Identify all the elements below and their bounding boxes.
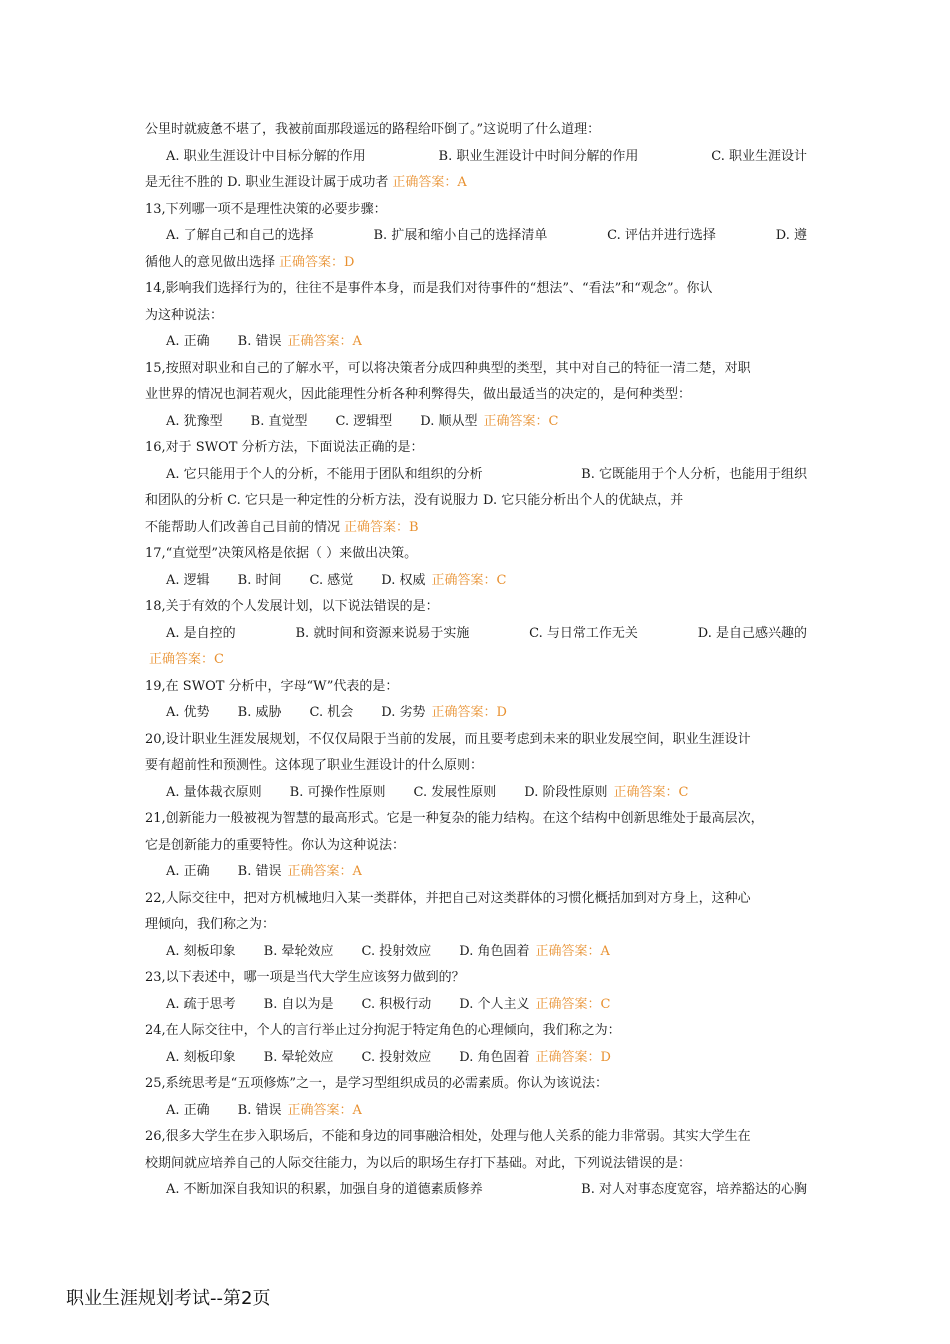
answer-option: C. 机会 — [309, 705, 354, 720]
question-text: 理倾向，我们称之为： — [145, 917, 276, 932]
question-line — [145, 1124, 807, 1151]
question-line — [145, 197, 807, 224]
options-line — [145, 1098, 807, 1125]
options-line — [145, 859, 807, 886]
options-line — [145, 462, 807, 489]
question-text: 为这种说法： — [145, 307, 224, 323]
answer-option: A. 优势 — [166, 705, 210, 720]
answer-option: B. 晕轮效应 — [263, 943, 334, 959]
answer-option: D. 角色固着 — [459, 1049, 530, 1065]
answer-option: A. 刻板印象 — [166, 1049, 236, 1065]
answer-option: D. 劣势 — [381, 705, 426, 720]
options-line — [145, 1177, 807, 1204]
answer-option: B. 错误 — [237, 864, 282, 879]
answer-option: B. 它既能用于个人分析，也能用于组织 — [581, 466, 807, 482]
question-text: 22,人际交往中，把对方机械地归入某一类群体，并把自己对这类群体的习惯化概括加到对方身上，这种心 — [145, 890, 751, 906]
answer-option: B. 直觉型 — [250, 413, 308, 429]
question-text: 20,设计职业生涯发展规划，不仅仅局限于当前的发展，而且要考虑到未来的职业发展空间，职业生涯设计 — [145, 731, 751, 747]
options-line — [145, 992, 807, 1019]
answer-option: C. 发展性原则 — [413, 784, 497, 800]
question-text: 26,很多大学生在步入职场后，不能和身边的同事融洽相处，处理与他人关系的能力非常弱。其实大学生在 — [145, 1129, 751, 1144]
question-line — [145, 356, 807, 383]
answer-option: A. 疏于思考 — [166, 996, 236, 1012]
answer-option: C. 职业生涯设计 — [711, 148, 807, 164]
answer-option: A. 它只能用于个人的分析，不能用于团队和组织的分析 — [166, 466, 483, 482]
options-line — [145, 144, 807, 171]
correct-answer: 正确答案：D — [431, 705, 507, 720]
answer-option: B. 自以为是 — [263, 996, 334, 1012]
question-line — [145, 170, 807, 197]
answer-option: B. 错误 — [237, 1102, 282, 1118]
question-line — [145, 515, 807, 542]
question-text: 14,影响我们选择行为的，往往不是事件本身，而是我们对待事件的“想法”、“看法”和“观念”。你认 — [145, 281, 713, 296]
options-line — [145, 700, 807, 727]
correct-answer: 正确答案：C — [613, 784, 689, 800]
answer-option: A. 逻辑 — [166, 572, 210, 588]
answer-option: B. 错误 — [237, 334, 282, 349]
question-line — [145, 435, 807, 462]
correct-answer: 正确答案：B — [344, 519, 419, 535]
answer-option: D. 阶段性原则 — [524, 784, 608, 800]
correct-answer: 正确答案：C — [483, 413, 559, 429]
answer-option: C. 积极行动 — [361, 996, 432, 1012]
answer-option: D. 遵 — [775, 228, 807, 243]
correct-answer: 正确答案：C — [149, 652, 224, 667]
answer-option: B. 晕轮效应 — [263, 1049, 334, 1065]
correct-answer: 正确答案：C — [431, 572, 507, 588]
question-text: 24,在人际交往中，个人的言行举止过分拘泥于特定角色的心理倾向，我们称之为： — [145, 1023, 621, 1038]
answer-option: A. 犹豫型 — [166, 413, 223, 429]
question-text: 18,关于有效的个人发展计划，以下说法错误的是： — [145, 599, 439, 614]
answer-option: C. 投射效应 — [361, 1049, 432, 1065]
question-line — [145, 965, 807, 992]
question-line — [145, 488, 807, 515]
question-text: 不能帮助人们改善自己目前的情况 — [145, 519, 341, 535]
question-text: 业世界的情况也洞若观火，因此能理性分析各种利弊得失，做出最适当的决定的，是何种类型： — [145, 387, 692, 402]
question-line — [145, 674, 807, 701]
question-line — [145, 886, 807, 913]
question-text: 循他人的意见做出选择 — [145, 254, 276, 270]
answer-option: D. 是自己感兴趣的 — [697, 625, 807, 641]
question-text: 19,在 SWOT 分析中，字母“W”代表的是： — [145, 678, 399, 694]
question-text: 要有超前性和预测性。这体现了职业生涯设计的什么原则： — [145, 758, 484, 773]
answer-option: C. 感觉 — [309, 572, 354, 588]
answer-option: B. 扩展和缩小自己的选择清单 — [373, 228, 548, 243]
answer-option: A. 刻板印象 — [166, 943, 236, 959]
correct-answer: 正确答案：C — [535, 996, 611, 1012]
options-line — [145, 329, 807, 356]
options-line — [145, 1045, 807, 1072]
answer-option: B. 威胁 — [237, 705, 282, 720]
answer-option: C. 逻辑型 — [335, 413, 393, 429]
question-text: 15,按照对职业和自己的了解水平，可以将决策者分成四种典型的类型，其中对自己的特征一清二楚，对职 — [145, 360, 751, 376]
question-line — [145, 382, 807, 409]
question-line — [145, 727, 807, 754]
answer-option: B. 可操作性原则 — [289, 784, 386, 800]
answer-option: B. 就时间和资源来说易于实施 — [295, 625, 470, 641]
correct-answer: 正确答案：D — [535, 1049, 611, 1065]
answer-option: B. 对人对事态度宽容，培养豁达的心胸 — [581, 1182, 807, 1197]
question-text: 是无往不胜的 D. 职业生涯设计属于成功者 — [145, 175, 389, 190]
question-text: 17,“直觉型”决策风格是依据（ ）来做出决策。 — [145, 546, 418, 561]
question-line — [145, 912, 807, 939]
question-line — [145, 833, 807, 860]
question-text: 16,对于 SWOT 分析方法，下面说法正确的是： — [145, 440, 424, 455]
correct-answer: 正确答案：A — [535, 943, 610, 959]
correct-answer: 正确答案：A — [287, 334, 362, 349]
answer-option: A. 不断加深自我知识的积累，加强自身的道德素质修养 — [166, 1182, 483, 1197]
question-text: 它是创新能力的重要特性。你认为这种说法： — [145, 837, 406, 853]
question-text: 和团队的分析 C. 它只是一种定性的分析方法，没有说服力 D. 它只能分析出个人的优缺点，并 — [145, 493, 684, 508]
question-text: 21,创新能力一般被视为智慧的最高形式。它是一种复杂的能力结构。在这个结构中创新思维处于最高层次， — [145, 811, 764, 826]
question-line — [145, 753, 807, 780]
options-line — [145, 621, 807, 648]
answer-option: A. 了解自己和自己的选择 — [166, 228, 314, 243]
question-line — [145, 541, 807, 568]
question-line — [145, 806, 807, 833]
question-text: 校期间就应培养自己的人际交往能力，为以后的职场生存打下基础。对此，下列说法错误的是： — [145, 1155, 692, 1171]
correct-answer: 正确答案：A — [287, 1102, 362, 1118]
answer-option: C. 投射效应 — [361, 943, 432, 959]
question-text: 公里时就疲惫不堪了，我被前面那段遥远的路程给吓倒了。”这说明了什么道理： — [145, 122, 601, 137]
question-line — [145, 594, 807, 621]
question-line — [145, 1151, 807, 1178]
options-line — [145, 780, 807, 807]
answer-option: B. 职业生涯设计中时间分解的作用 — [438, 148, 639, 164]
question-line — [145, 647, 807, 674]
question-line — [145, 1071, 807, 1098]
question-line — [145, 276, 807, 303]
answer-option: A. 量体裁衣原则 — [166, 784, 262, 800]
question-text: 13,下列哪一项不是理性决策的必要步骤： — [145, 201, 387, 217]
correct-answer: 正确答案：A — [392, 175, 467, 190]
answer-option: A. 正确 — [166, 864, 210, 879]
answer-option: A. 正确 — [166, 1102, 210, 1118]
answer-option: A. 正确 — [166, 334, 210, 349]
answer-option: B. 时间 — [237, 572, 282, 588]
question-text: 25,系统思考是“五项修炼”之一，是学习型组织成员的必需素质。你认为该说法： — [145, 1076, 608, 1091]
options-line — [145, 409, 807, 436]
options-line — [145, 568, 807, 595]
answer-option: D. 权威 — [381, 572, 426, 588]
answer-option: D. 顺从型 — [420, 413, 478, 429]
question-line — [145, 117, 807, 144]
page-footer: 职业生涯规划考试--第2页 — [66, 1288, 271, 1309]
question-line — [145, 250, 807, 277]
correct-answer: 正确答案：A — [287, 864, 362, 879]
options-line — [145, 223, 807, 250]
question-list — [145, 117, 807, 1204]
question-line — [145, 303, 807, 330]
answer-option: C. 与日常工作无关 — [529, 625, 638, 641]
answer-option: D. 角色固着 — [459, 943, 530, 959]
answer-option: A. 是自控的 — [166, 625, 236, 641]
answer-option: A. 职业生涯设计中目标分解的作用 — [166, 148, 366, 164]
question-text: 23,以下表述中，哪一项是当代大学生应该努力做到的？ — [145, 970, 465, 985]
correct-answer: 正确答案：D — [279, 254, 355, 270]
answer-option: C. 评估并进行选择 — [607, 228, 716, 243]
answer-option: D. 个人主义 — [459, 996, 530, 1012]
options-line — [145, 939, 807, 966]
question-line — [145, 1018, 807, 1045]
